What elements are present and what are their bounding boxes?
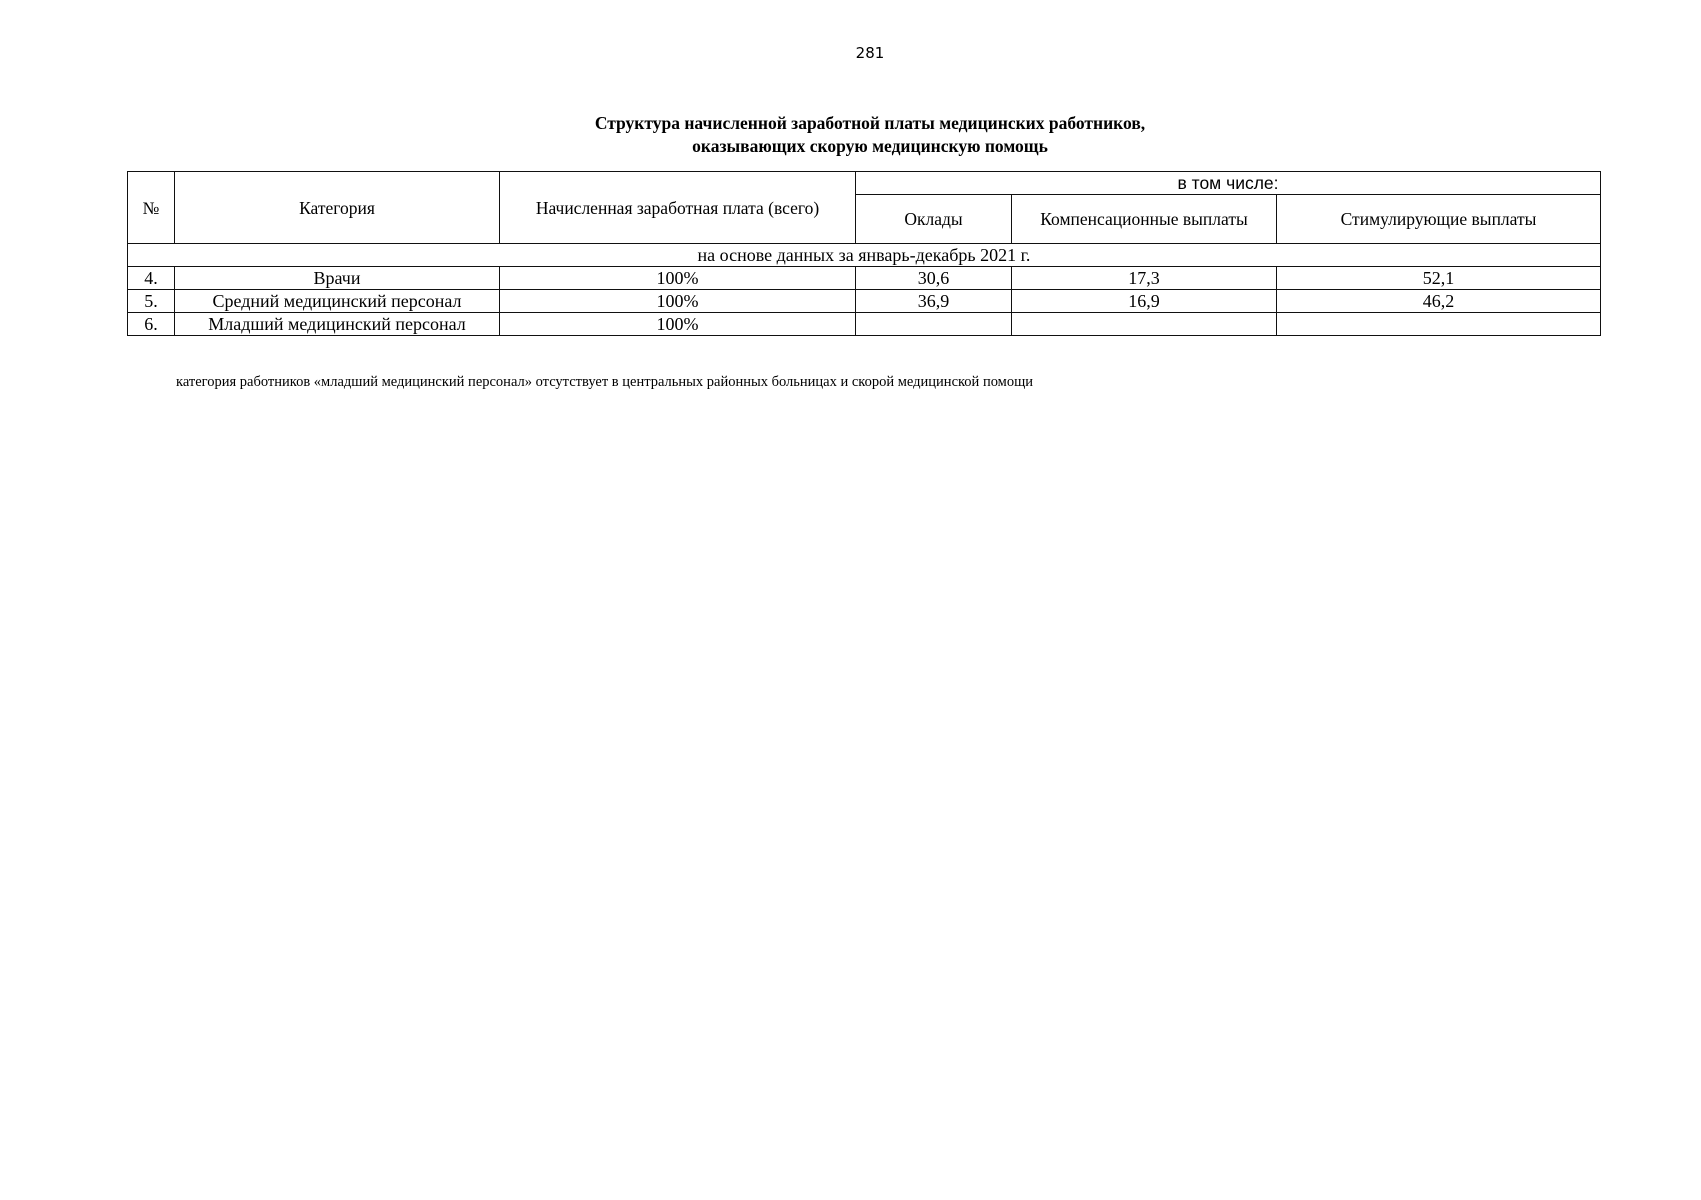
title-line-2: оказывающих скорую медицинскую помощь — [692, 136, 1048, 156]
row-category: Врачи — [175, 267, 500, 290]
header-incentive: Стимулирующие выплаты — [1277, 195, 1601, 244]
table-row — [128, 267, 1601, 290]
row-num: 6. — [128, 313, 175, 336]
row-total: 100% — [500, 267, 856, 290]
row-num: 5. — [128, 290, 175, 313]
table-row — [128, 290, 1601, 313]
period-row: на основе данных за январь-декабрь 2021 г. — [128, 244, 1601, 267]
header-salaries: Оклады — [856, 195, 1012, 244]
row-incentive: 52,1 — [1277, 267, 1601, 290]
table-row — [128, 313, 1601, 336]
header-category: Категория — [175, 172, 500, 244]
header-num: № — [128, 172, 175, 244]
header-including: в том числе: — [856, 172, 1601, 195]
row-compensation: 16,9 — [1012, 290, 1277, 313]
row-num: 4. — [128, 267, 175, 290]
row-category: Средний медицинский персонал — [175, 290, 500, 313]
row-salaries: 36,9 — [856, 290, 1012, 313]
row-salaries — [856, 313, 1012, 336]
row-salaries: 30,6 — [856, 267, 1012, 290]
salary-structure-table — [127, 171, 1601, 336]
header-compensation: Компенсационные выплаты — [1012, 195, 1277, 244]
row-compensation — [1012, 313, 1277, 336]
row-incentive — [1277, 313, 1601, 336]
row-category: Младший медицинский персонал — [175, 313, 500, 336]
row-total: 100% — [500, 290, 856, 313]
footnote: категория работников «младший медицинский персонал» отсутствует в центральных районных больницах и скорой медицинской помощи — [176, 374, 1034, 390]
title-line-1: Структура начисленной заработной платы медицинских работников, — [594, 113, 1146, 133]
row-incentive: 46,2 — [1277, 290, 1601, 313]
page-number: 281 — [855, 44, 885, 62]
header-total: Начисленная заработная плата (всего) — [500, 172, 856, 244]
row-total: 100% — [500, 313, 856, 336]
row-compensation: 17,3 — [1012, 267, 1277, 290]
document-title — [0, 112, 1701, 158]
